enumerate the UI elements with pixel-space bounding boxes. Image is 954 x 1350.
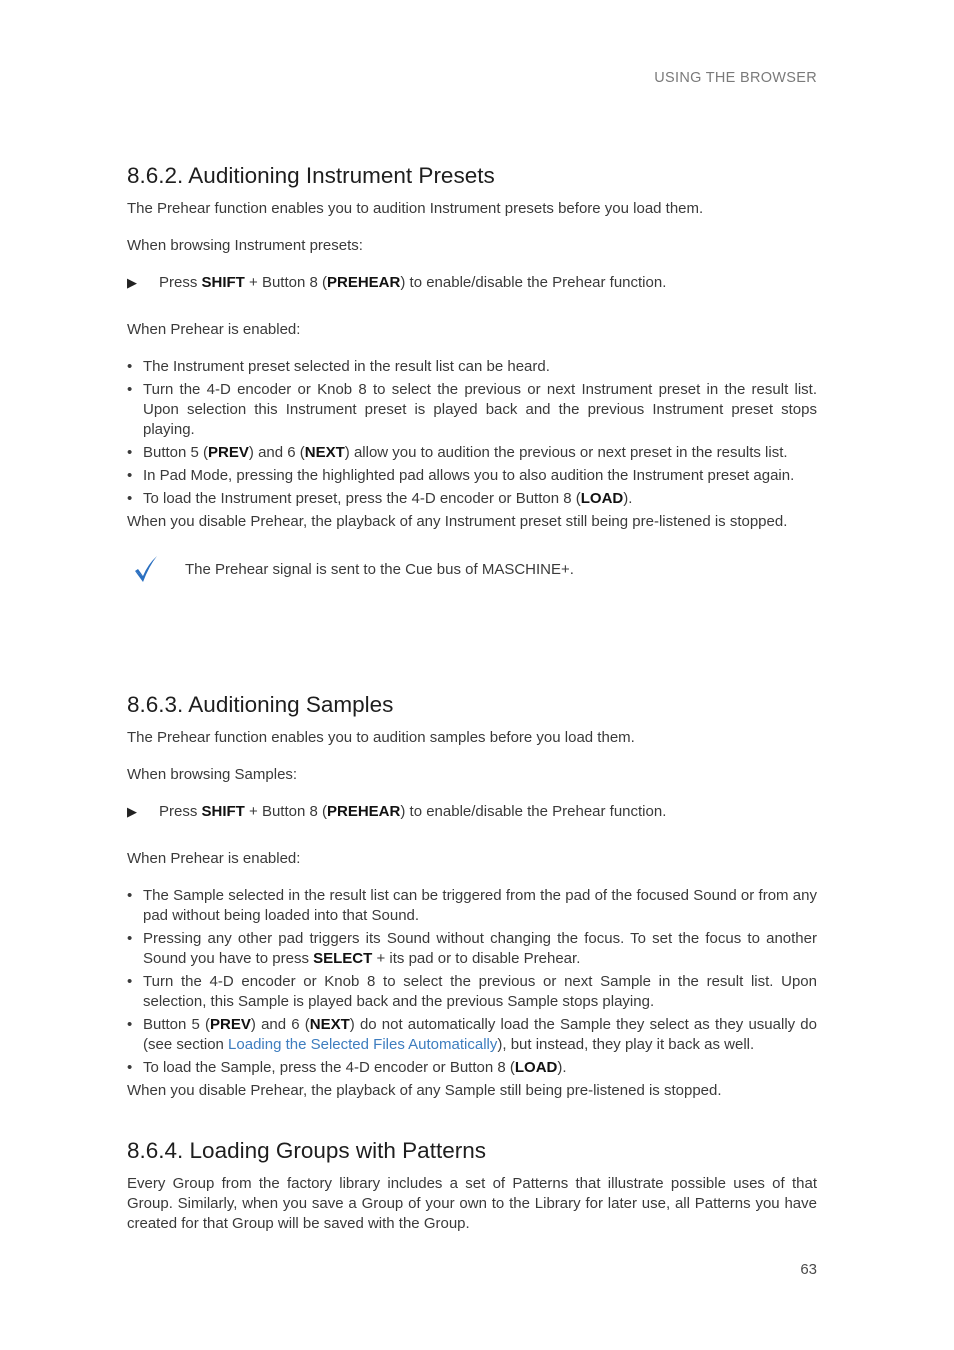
bullet-list: [127, 357, 817, 509]
list-item: • To load the Sample, press the 4-D encoder or Button 8 (LOAD).: [127, 1059, 567, 1076]
play-arrow-icon: ▶: [127, 275, 137, 290]
action-step: ▶ Press SHIFT + Button 8 (PREHEAR) to enable/disable the Prehear function.: [127, 803, 667, 820]
browsing-text: When browsing Samples:: [127, 766, 298, 783]
running-header: USING THE BROWSER: [654, 70, 817, 86]
enabled-text: When Prehear is enabled:: [127, 850, 301, 867]
section-heading: 8.6.4. Loading Groups with Patterns: [127, 1138, 486, 1163]
intro-text: The Prehear function enables you to audition Instrument presets before you load them.: [127, 200, 704, 217]
list-item: • The Instrument preset selected in the result list can be heard.: [127, 358, 550, 375]
list-item: • In Pad Mode, pressing the highlighted pad allows you to also audition the Instrument preset again.: [127, 467, 795, 484]
note-box: The Prehear signal is sent to the Cue bus of MASCHINE+.: [127, 560, 817, 580]
intro-text: The Prehear function enables you to audition samples before you load them.: [127, 729, 635, 746]
browsing-text: When browsing Instrument presets:: [127, 237, 363, 254]
section-heading: 8.6.2. Auditioning Instrument Presets: [127, 163, 495, 188]
section-link[interactable]: Loading the Selected Files Automatically: [228, 1036, 498, 1053]
disable-text: When you disable Prehear, the playback of any Instrument preset still being pre-listened is stopped.: [127, 513, 788, 530]
section-heading: 8.6.3. Auditioning Samples: [127, 692, 394, 717]
list-item: • Turn the 4-D encoder or Knob 8 to select the previous or next Sample in the result list. Upon selection, this Sample is played back and the previous Sample stops playing.: [127, 973, 817, 1010]
page-number: 63: [800, 1261, 817, 1278]
list-item: • To load the Instrument preset, press the 4-D encoder or Button 8 (LOAD).: [127, 490, 633, 507]
section-8-6-3: [127, 691, 817, 1101]
list-item: • Button 5 (PREV) and 6 (NEXT) allow you to audition the previous or next preset in the results list.: [127, 444, 788, 461]
action-step: ▶ Press SHIFT + Button 8 (PREHEAR) to enable/disable the Prehear function.: [127, 274, 667, 291]
bullet-list: [127, 886, 817, 1078]
list-item: • The Sample selected in the result list can be triggered from the pad of the focused Sound or from any pad without being loaded into that Sound.: [127, 887, 817, 924]
checkmark-icon: [133, 554, 159, 592]
play-arrow-icon: ▶: [127, 804, 137, 819]
section-8-6-4: [127, 1137, 817, 1234]
disable-text: When you disable Prehear, the playback of any Sample still being pre-listened is stopped.: [127, 1082, 722, 1099]
list-item: • Pressing any other pad triggers its Sound without changing the focus. To set the focus to another Sound you have to press SELECT + its pad or to disable Prehear.: [127, 930, 817, 967]
body-text: Every Group from the factory library includes a set of Patterns that illustrate possible uses of that Group. Similarly, when you save a Group of your own to the Library for later use, all Patterns you have created for that Group will be saved with the Group.: [127, 1175, 817, 1232]
list-item: • Turn the 4-D encoder or Knob 8 to select the previous or next Instrument preset in the result list. Upon selection this Instrument preset is played back and the previous Instrument preset stops playing.: [127, 381, 817, 438]
enabled-text: When Prehear is enabled:: [127, 321, 301, 338]
section-8-6-2: [127, 162, 817, 580]
list-item: • Button 5 (PREV) and 6 (NEXT) do not automatically load the Sample they select as they usually do (see section Loading the Selected Files Automatically), but instead, they play it back as well.: [127, 1016, 817, 1053]
